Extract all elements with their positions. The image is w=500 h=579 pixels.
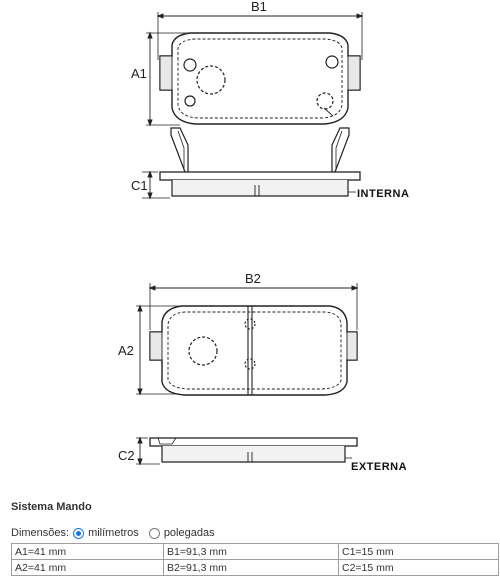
- internal-label: INTERNA: [357, 188, 410, 200]
- inches-label: polegadas: [163, 527, 215, 539]
- internal-pad-front-view: [146, 12, 362, 125]
- table-cell: C1=15 mm: [339, 544, 499, 560]
- c1-dimension-label: C1: [131, 178, 148, 193]
- table-cell: B2=91,3 mm: [164, 560, 339, 576]
- table-row: [12, 544, 499, 560]
- a2-dimension-label: A2: [118, 343, 134, 358]
- table-cell: A2=41 mm: [12, 560, 164, 576]
- millimeters-label: milímetros: [88, 527, 139, 539]
- table-row: [12, 560, 499, 576]
- radio-selected-icon[interactable]: [73, 528, 84, 539]
- table-cell: A1=41 mm: [12, 544, 164, 560]
- a1-dimension-label: A1: [131, 66, 147, 81]
- table-cell: C2=15 mm: [339, 560, 499, 576]
- b2-dimension-label: B2: [245, 271, 261, 286]
- radio-unselected-icon[interactable]: [149, 528, 160, 539]
- external-pad-side-view: [136, 438, 357, 464]
- dimensions-table: [11, 543, 499, 576]
- millimeters-radio[interactable]: [73, 527, 139, 539]
- external-label: EXTERNA: [351, 461, 408, 473]
- inches-radio[interactable]: [149, 527, 215, 539]
- internal-pad-side-view: [142, 128, 360, 198]
- b1-dimension-label: B1: [251, 0, 267, 14]
- c2-dimension-label: C2: [118, 448, 135, 463]
- dimensions-label: Dimensões:: [11, 527, 70, 539]
- system-title: Sistema Mando: [11, 501, 92, 513]
- unit-selector: [11, 527, 225, 539]
- external-pad-front-view: [136, 283, 357, 395]
- table-cell: B1=91,3 mm: [164, 544, 339, 560]
